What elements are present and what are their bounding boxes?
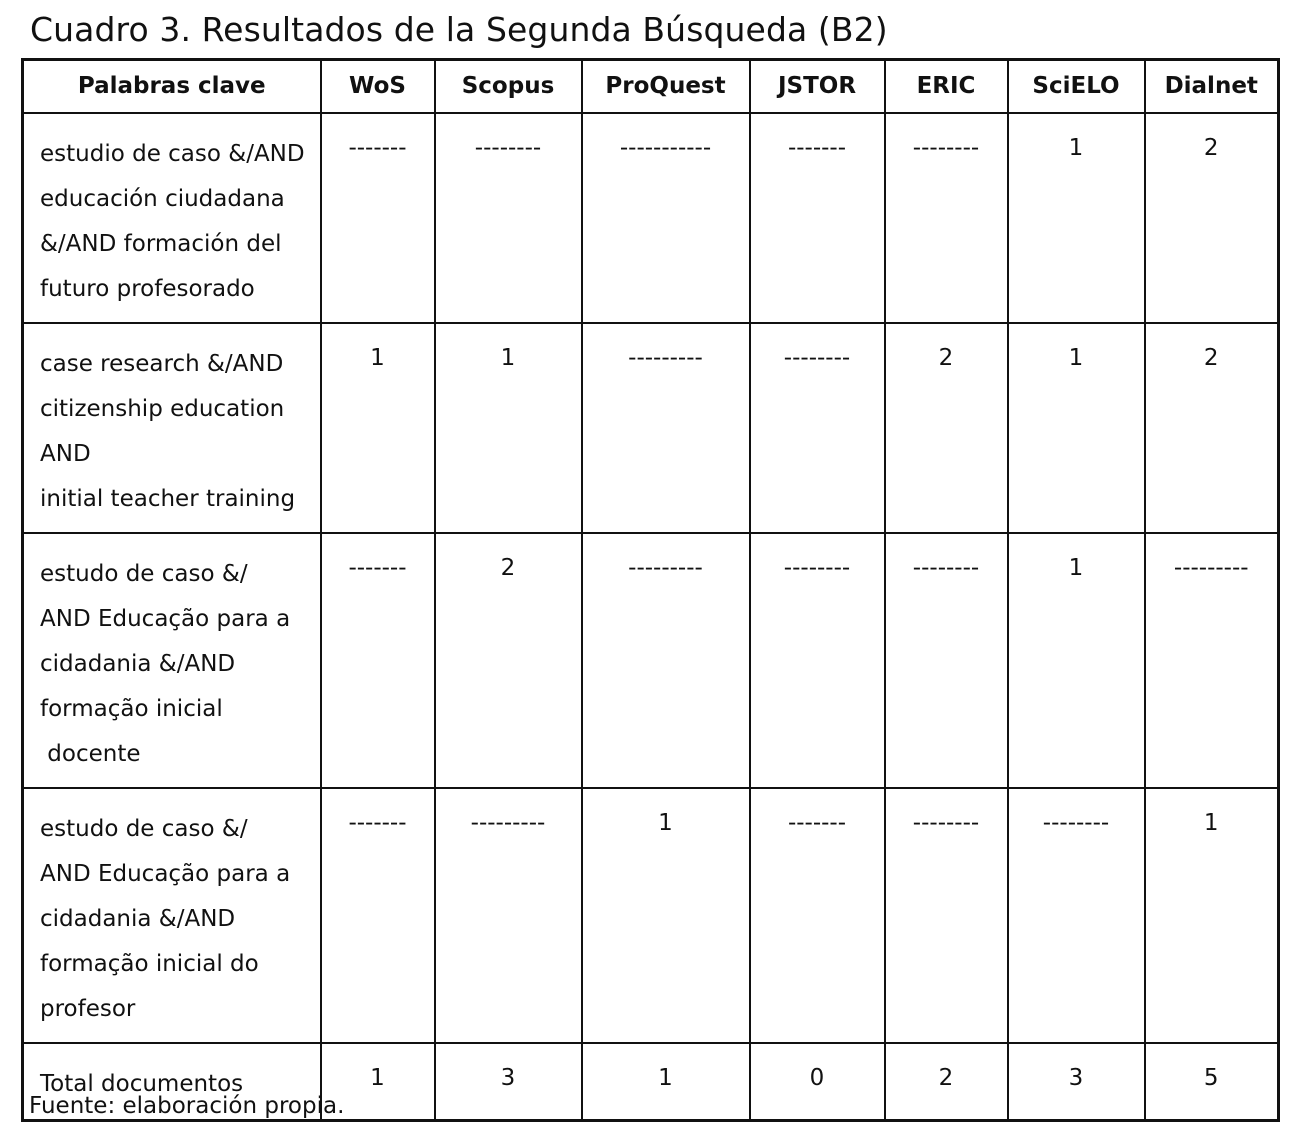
dialnet-total: 5 xyxy=(1145,1043,1279,1121)
scopus-total: 3 xyxy=(435,1043,582,1121)
column-header-scopus: Scopus xyxy=(435,60,582,113)
scopus-value: 1 xyxy=(435,323,582,533)
scielo-total: 3 xyxy=(1008,1043,1145,1121)
keyword-line: AND Educação para a xyxy=(40,860,291,887)
scielo-value: 1 xyxy=(1008,533,1145,788)
column-header-scielo: SciELO xyxy=(1008,60,1145,113)
keywords-cell xyxy=(23,323,321,533)
dialnet-value: --------- xyxy=(1145,533,1279,788)
wos-value: 1 xyxy=(321,323,435,533)
keywords-cell xyxy=(23,533,321,788)
column-header-keywords: Palabras clave xyxy=(23,60,321,113)
keywords-cell xyxy=(23,113,321,323)
table-row xyxy=(23,323,1279,533)
keyword-line: estudio de caso &/AND xyxy=(40,140,305,167)
keyword-line: estudo de caso &/ xyxy=(40,560,248,587)
proquest-value: --------- xyxy=(582,533,750,788)
column-header-jstor: JSTOR xyxy=(750,60,885,113)
proquest-value: 1 xyxy=(582,788,750,1043)
scopus-value: -------- xyxy=(435,113,582,323)
jstor-total: 0 xyxy=(750,1043,885,1121)
total-label: Total documentos xyxy=(23,1043,321,1121)
table-row xyxy=(23,788,1279,1043)
keyword-line: &/AND formación del xyxy=(40,230,282,257)
keyword-line: cidadania &/AND xyxy=(40,650,236,677)
keyword-line: citizenship education xyxy=(40,395,285,422)
jstor-value: -------- xyxy=(750,323,885,533)
column-header-proquest: ProQuest xyxy=(582,60,750,113)
eric-value: 2 xyxy=(885,323,1008,533)
eric-value: -------- xyxy=(885,533,1008,788)
keyword-line: futuro profesorado xyxy=(40,275,255,302)
column-header-eric: ERIC xyxy=(885,60,1008,113)
proquest-value: --------- xyxy=(582,323,750,533)
dialnet-value: 2 xyxy=(1145,113,1279,323)
column-header-dialnet: Dialnet xyxy=(1145,60,1279,113)
scopus-value: 2 xyxy=(435,533,582,788)
jstor-value: -------- xyxy=(750,533,885,788)
eric-value: -------- xyxy=(885,788,1008,1043)
dialnet-value: 2 xyxy=(1145,323,1279,533)
keyword-line: initial teacher training xyxy=(40,485,296,512)
keyword-line: profesor xyxy=(40,995,136,1022)
wos-value: ------- xyxy=(321,113,435,323)
eric-value: -------- xyxy=(885,113,1008,323)
dialnet-value: 1 xyxy=(1145,788,1279,1043)
table-row xyxy=(23,533,1279,788)
wos-total: 1 xyxy=(321,1043,435,1121)
proquest-value: ----------- xyxy=(582,113,750,323)
scielo-value: 1 xyxy=(1008,323,1145,533)
keyword-line: cidadania &/AND xyxy=(40,905,236,932)
proquest-total: 1 xyxy=(582,1043,750,1121)
scopus-value: --------- xyxy=(435,788,582,1043)
wos-value: ------- xyxy=(321,533,435,788)
wos-value: ------- xyxy=(321,788,435,1043)
keyword-line: educación ciudadana xyxy=(40,185,285,212)
column-header-wos: WoS xyxy=(321,60,435,113)
keyword-line: formação inicial xyxy=(40,695,223,722)
table-caption: Cuadro 3. Resultados de la Segunda Búsqueda (B2) xyxy=(30,10,888,49)
eric-total: 2 xyxy=(885,1043,1008,1121)
results-table xyxy=(21,58,1280,1122)
keywords-cell xyxy=(23,788,321,1043)
keyword-line: AND Educação para a xyxy=(40,605,291,632)
keyword-line: formação inicial do xyxy=(40,950,259,977)
keyword-line: docente xyxy=(40,740,141,767)
keyword-line: estudo de caso &/ xyxy=(40,815,248,842)
scielo-value: -------- xyxy=(1008,788,1145,1043)
jstor-value: ------- xyxy=(750,788,885,1043)
keyword-line: AND xyxy=(40,440,91,467)
source-note: Fuente: elaboración propia. xyxy=(29,1093,345,1119)
jstor-value: ------- xyxy=(750,113,885,323)
header-row xyxy=(23,60,1279,113)
table-row xyxy=(23,113,1279,323)
keyword-line: case research &/AND xyxy=(40,350,284,377)
scielo-value: 1 xyxy=(1008,113,1145,323)
